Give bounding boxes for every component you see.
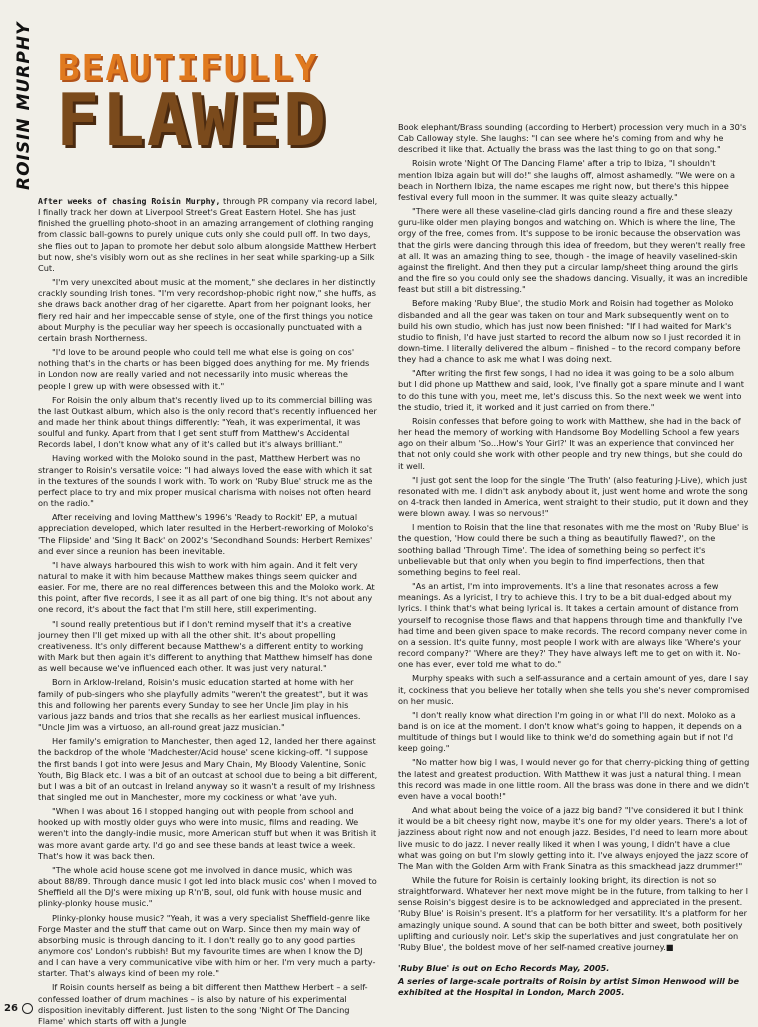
article-paragraph: And what about being the voice of a jazz big band? "I've considered it but I think it would be a bit cheesy right now, maybe it's one for my older years. There's a lot of jazziness about right now and not enough jazz. Besides, I'd need to learn more about live music to do jazz. I never really liked it when I was young, I didn't have a clue what was going on but I'm slowly getting into it. I've always enjoyed the jazz score of The Man with the Golden Arm with Frank Sinatra as this smackhead jazz drummer!" [398,805,748,871]
article-paragraph: I mention to Roisin that the line that resonates with me the most on 'Ruby Blue' is the question, 'How could there be such a thing as beautifully flawed?', on the soothing ballad 'Through Time'. The idea of something being so perfect it's unbelievable but that only when you begin to find imperfections, then that something begins to feel real. [398,522,749,577]
article-paragraph: "I have always harboured this wish to work with him again. And it felt very natural to make it with him because Matthew makes things seem quicker and easier. For me, there are no real differences between this and the Moloko work. At this point, after five records, I see it as all part of one big thing. It's not about any one record, it's about the fact that I'm still here, still experimenting. [38,559,375,615]
headline-flawed: FLAWED [56,78,329,162]
article-paragraph: "No matter how big I was, I would never go for that cherry-picking thing of getting the latest and greatest production. With Matthew it was just a natural thing. I mean this record was made in one little room. All the brass was done in there and we didn't even have a vocal booth!" [398,757,750,801]
vertical-artist-name: ROISIN MURPHY [14,21,34,190]
article-column-right [398,122,750,1000]
magazine-logo-icon [22,1003,33,1014]
page-footer [4,1003,33,1014]
article-paragraph: Born in Arklow-Ireland, Roisin's music education started at home with her family of pub-singers who she playfully admits "weren't the greatest", but it was this and following her parents every Sunday to see her Uncle Jim play in his various jazz bands and trios that she recalls as her earliest musical influences. "Uncle Jim was a virtuoso, an all-round great jazz musician." [38,677,369,733]
article-paragraph: "I'm very unexcited about music at the moment," she declares in her distinctly crackly sounding Irish tones. "I'm very recordshop-phobic right now," she huffs, as she draws back another drag of her cigarette. Apart from her poignant looks, her fiery red hair and her impeccable sense of style, one of the first things you notice about Murphy is the peculiar way her speech is occasionally punctuated with a certain brash Northerness. [38,277,377,343]
article-paragraph: Her family's emigration to Manchester, then aged 12, landed her there against the backdrop of the whole 'Madchester/Acid house' scene kicking-off. "I suppose the first bands I got into were Jesus and Mary Chain, My Bloody Valentine, Sonic Youth, Big Black etc. I was a bit of an outcast at school due to being a bit different, but I was a bit of an outcast in Ireland anyway so it wasn't a result of my Irishness that singled me out in Manchester, more my cockiness or what 'ave yuh. [38,736,378,802]
article-paragraph: For Roisin the only album that's recently lived up to its commercial billing was the last Outkast album, which also is the only record that's recently influenced her and made her think about things differently: "Yeah, it was experimental, it was soulful and funky. Apart from that I get sent stuff from Matthew's Accidental Records label, I don't know what any of it's called but it's always brilliant." [38,394,377,450]
article-paragraph: "There were all these vaseline-clad girls dancing round a fire and these sleazy guru-like older men playing bongos and watching on. Which is where the line, The orgy of the free, comes from. It's suppose to be ironic because the observation was that the girls were dancing through this idea of freedom, but they weren't really free at all. It was an amazing thing to see, though - the image of heavily vaselined-skin against the firelight. And then they put a circular lamp/sheet thing around the girls and the fire so you could only see the shadows dancing. Visually, it was an incredible feast but still a bit distressing." [398,206,748,295]
page-number: 26 [4,1003,18,1014]
article-column-left [38,196,378,1026]
article-paragraph: "The whole acid house scene got me involved in dance music, which was about 88/89. Through dance music I got led into black music cos' when I moved to Sheffield all the DJ's were mixing up R'n'B, soul, old funk with house music and plinky-plonky house music." [38,864,377,909]
article-paragraph: Roisin confesses that before going to work with Matthew, she had in the back of her head the memory of working with Handsome Boy Modelling School a few years ago on their album 'So...How's Your Girl?' It was an experience that convinced her that not only could she work with other people and try new things, but she could do it well. [398,415,743,471]
article-paragraph: "I'd love to be around people who could tell me what else is going on cos' nothing that's in the charts or has been bigged does anything for me. My friends in London now are really varied and not necessarily into music whereas the people I grew up with were obsessed with it." [38,347,370,391]
caption-exhibition-info: A series of large-scale portraits of Roisin by artist Simon Henwood will be exhibited at the Hospital in London, March 2005. [398,976,740,998]
article-paragraph: "As an artist, I'm into improvements. It's a line that resonates across a few meanings. As a lyricist, I try to achieve this. I try to be a bit dual-edged about my lyrics. I think that's what being lyrical is. It takes a certain amount of distance from yourself to recognise those flaws and that happens through time and thankfully I've had time and been given space to make records. The record company never come in on a session. It's quite funny, most people I work with are always like 'Where's your record company?' 'Where are they?' They have always left me to get on with it. No-one has ever, ever told me what to do." [398,581,748,670]
article-paragraph: After receiving and loving Matthew's 1996's 'Ready to Rockit' EP, a mutual appreciation developed, which later resulted in the Herbert-reworking of Moloko's 'The Flipside' and 'Sing It Back' on 2002's 'Secondhand Sounds: Herbert Remixes' and ever since a reunion has been inevitable. [38,512,374,556]
article-paragraph: While the future for Roisin is certainly looking bright, its direction is not so straightforward. Whatever her next move might be in the future, from talking to her I sense Roisin's biggest desire is to be acknowledged and appreciated in the present. 'Ruby Blue' is Roisin's present. It's a platform for her versatility. It's a platform for her amazingly unique sound. A sound that can be both bitter and sweet, both positively uplifting and curiously noir. Let's skip the superlatives and just congratulate her on 'Ruby Blue', the boldest move of her self-named creative journey.■ [398,875,749,952]
article-paragraph: Roisin wrote 'Night Of The Dancing Flame' after a trip to Ibiza, "I shouldn't mention Ibiza again but will do!" she laughs off, almost ashamedly. "We were on a beach in Northern Ibiza, the name escapes me right now, but there's this hippee festival every full moon in the summer. It was quite sleazy actually." [398,158,736,202]
article-paragraph: "When I was about 16 I stopped hanging out with people from school and hooked up with mostly older guys who were into music, films and reading. We weren't into the dangly-indie music, more American stuff but when it was British it was more avant garde arty. I'd go and see these bands at least twice a week. That's how it was back then. [38,806,377,861]
article-paragraph: "After writing the first few songs, I had no idea it was going to be a solo album but I did phone up Matthew and said, look, I've finally got a spare minute and I want to do this tune with you, meet me, let's discuss this. So the next week we went into the studio, tried it, it worked and it just carried on from there." [398,368,745,412]
article-lead: After weeks of chasing Roisin Murphy, [38,196,221,206]
article-paragraph: Book elephant/Brass sounding (according to Herbert) procession very much in a 30's Cab Calloway style. She laughs: "I can see where he's coming from and why he described it like that. Actually the brass was the last thing to go on that song." [398,122,747,155]
article-paragraph [38,196,378,274]
article-paragraph: Having worked with the Moloko sound in the past, Matthew Herbert was no stranger to Roisin's versatile voice: "I had always loved the ease with which it sat in the textures of the sounds I work with. To work on 'Ruby Blue' struck me as the perfect place to try and mix proper musical charisma with noises not often heard on the radio." [38,453,373,509]
article-paragraph: "I don't really know what direction I'm going in or what I'll do next. Moloko as a band is on ice at the moment. I don't know what's going to happen, it depends on a multitude of things but I would like to think we'd do something again but if not I'd keep going." [398,709,742,754]
article-paragraph: "I just got sent the loop for the single 'The Truth' (also featuring J-Live), which just resonated with me. I didn't ask anybody about it, just went home and wrote the song on 4-track then landed in America, went straight to their studio, put it down and they were blown away. I was so nervous!" [398,474,749,519]
article-lead-rest: through PR company via record label, I finally track her down at Liverpool Street's Great Eastern Hotel. She has just finished the gruelling photo-shoot in an amazing arrangement of clothing ranging from classic ball-gowns to purely unique cuts only she could pull off. In two days, she flies out to Japan to promote her debut solo album alongside Matthew Herbert but now, she's visibly worn out as she reclines in her seat while sparking-up a Silk Cut. [38,196,378,273]
article-paragraph: If Roisin counts herself as being a bit different then Matthew Herbert – a self-confessed loather of drum machines – is also by nature of his experimental disposition inevitably different. Just listen to the song 'Night Of The Dancing Flame' which starts off with a Jungle [38,982,368,1026]
headline-beautifully: BEAUTIFULLY [58,48,319,89]
caption-release-info: 'Ruby Blue' is out on Echo Records May, 2005. [398,963,610,974]
article-caption [398,963,750,998]
article-paragraph: Before making 'Ruby Blue', the studio Mork and Roisin had together as Moloko disbanded and all the gear was taken on tour and Mark subsequently went on to build his own studio, which has just now been finished: "If I had waited for Mark's studio to finish, I'd have just started to record the album now so I just recorded it in down-time. I literally delivered the album – finished – to the record company before they had a chance to ask me what I was doing next. [398,298,741,365]
article-paragraph: Murphy speaks with such a self-assurance and a certain amount of yes, dare I say it, cockiness that you believe her totally when she tells you she's never compromised on her music. [398,673,750,706]
article-paragraph: Plinky-plonky house music? "Yeah, it was a very specialist Sheffield-genre like Forge Master and the stuff that came out on Warp. Since then my main way of absorbing music is through dancing to it. I don't really go to any good parties anymore cos' London's rubbish! But my favourite times are when I know the DJ and I can have a very communicative vibe with him or her. I'm very much a party-starter. That's always kind of been my role." [38,912,376,979]
article-paragraph: "I sound really pretentious but if I don't remind myself that it's a creative journey then I'll get mixed up with all the other shit. It's about propelling creativeness. It's only different because Matthew's a different entity to working with Mark but then again it's different to anything that Matthew himself has done as well because we've influenced each other. It was just very natural." [38,618,373,674]
